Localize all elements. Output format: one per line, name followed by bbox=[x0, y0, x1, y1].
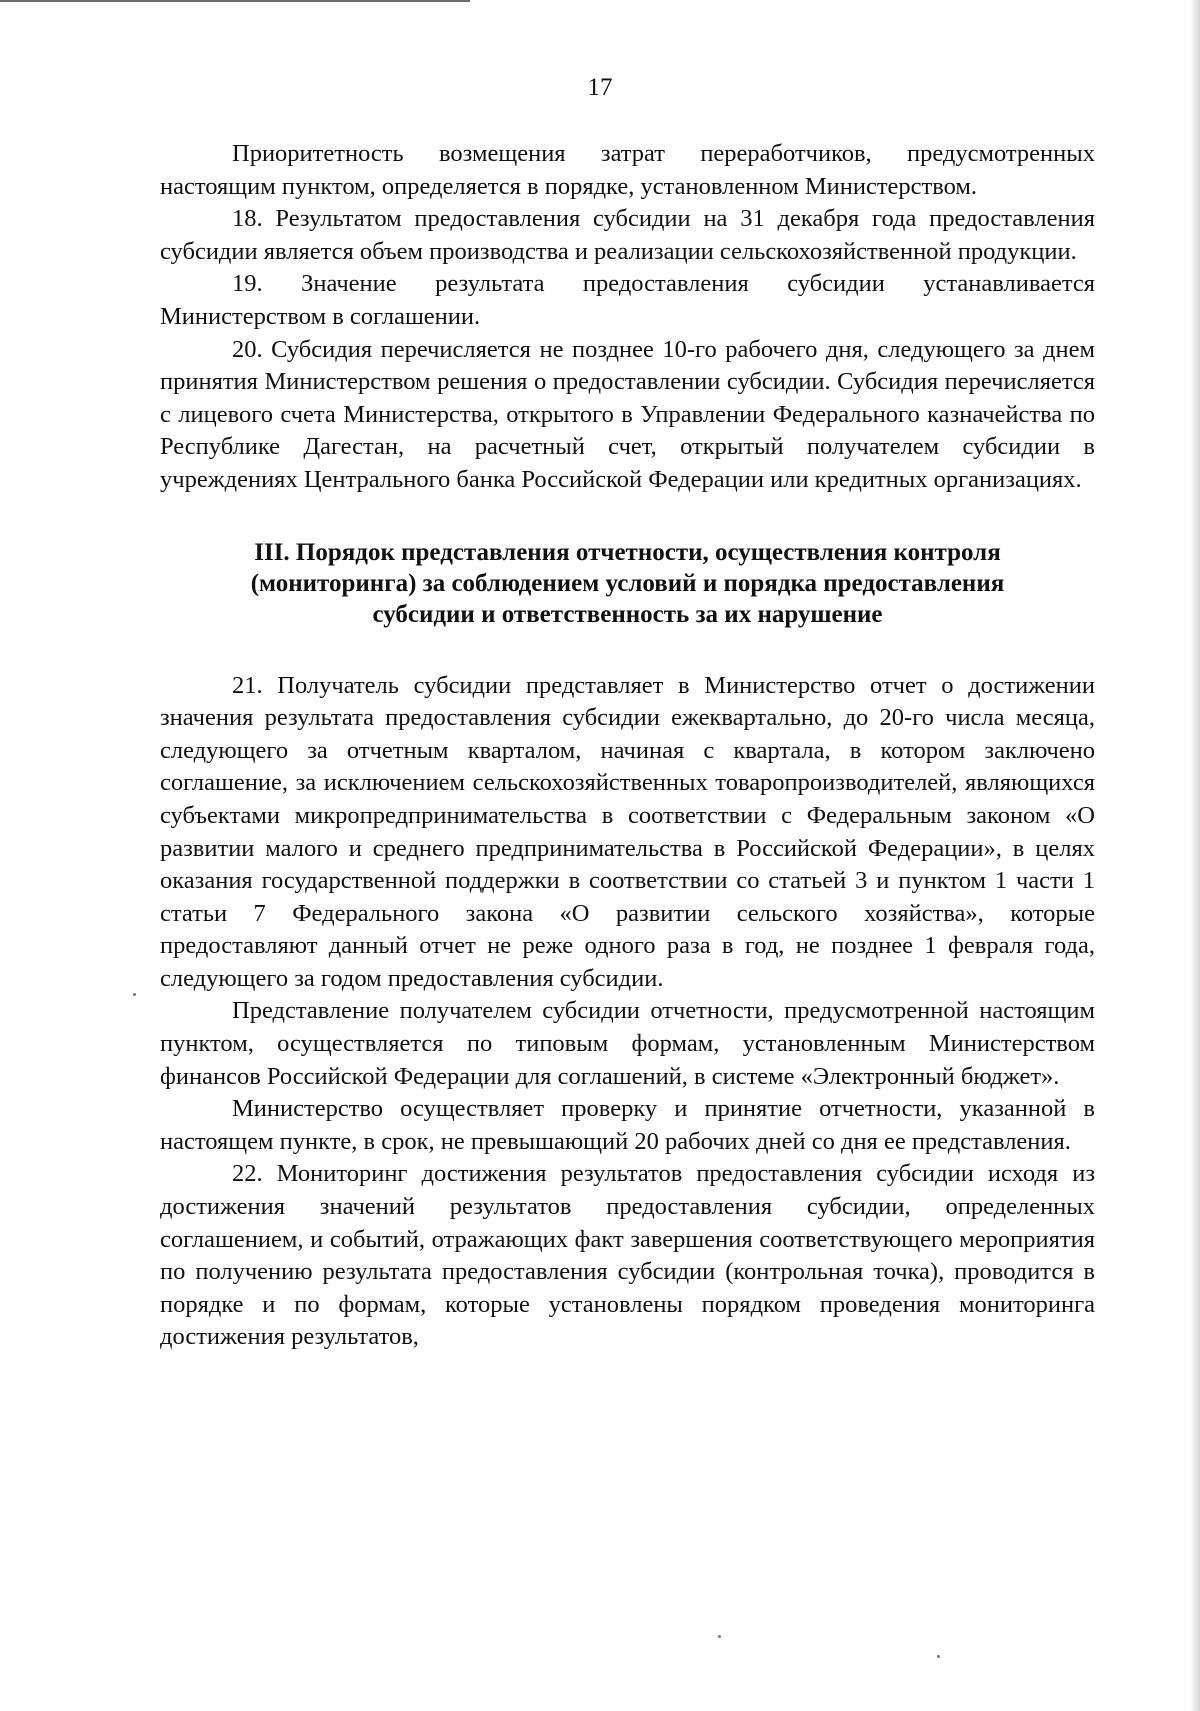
document-body bbox=[160, 138, 1095, 1354]
paragraph-20: 20. Субсидия перечисляется не позднее 10-го рабочего дня, следующего за днем принятия Министерством решения о предоставлении субсидии. Субсидия перечисляется с лицевого счета Министерства, открытого в Управлении Федерального казначейства по Республике Дагестан, на расчетный счет, открытый получателем субсидии в учреждениях Центрального банка Российской Федерации или кредитных организациях. bbox=[160, 335, 1095, 493]
paragraph-reporting-forms: Представление получателем субсидии отчетности, предусмотренной настоящим пунктом, осуществляется по типовым формам, установленным Министерством финансов Российской Федерации для соглашений, в системе «Электронный бюджет». bbox=[160, 997, 1095, 1090]
section-heading: III. Порядок представления отчетности, осуществления контроля (мониторинга) за соблюдением условий и порядка предоставления субсидии и ответственность за их нарушение bbox=[250, 538, 1005, 628]
scan-edge-right bbox=[1190, 0, 1200, 1711]
paragraph-21: 21. Получатель субсидии представляет в Министерство отчет о достижении значения результата предоставления субсидии ежеквартально, до 20-го числа месяца, следующего за отчетным кварталом, начиная с квартала, в котором заключено соглашение, за исключением сельскохозяйственных товаропроизводителей, являющихся субъектами микропредпринимательства в соответствии с Федеральным законом «О развитии малого и среднего предпринимательства в Российской Федерации», в целях оказания государственной поддержки в соответствии со статьей 3 и пунктом 1 части 1 статьи 7 Федерального закона «О развитии сельского хозяйства», которые предоставляют данный отчет не реже одного раза в год, не позднее 1 февраля года, следующего за годом предоставления субсидии. bbox=[160, 671, 1095, 992]
paragraph-priority: Приоритетность возмещения затрат переработчиков, предусмотренных настоящим пунктом, определяется в порядке, установленном Министерством. bbox=[160, 140, 1095, 200]
scan-speck bbox=[937, 1655, 940, 1658]
paragraph-22: 22. Мониторинг достижения результатов предоставления субсидии исходя из достижения значений результатов предоставления субсидии, определенных соглашением, и событий, отражающих факт завершения соответствующего мероприятия по получению результата предоставления субсидии (контрольная точка), проводится в порядке и по формам, которые установлены порядком проведения мониторинга достижения результатов, bbox=[160, 1160, 1095, 1351]
scan-speck bbox=[133, 993, 136, 996]
paragraph-19: 19. Значение результата предоставления субсидии устанавливается Министерством в соглашении. bbox=[160, 270, 1095, 330]
paragraph-18: 18. Результатом предоставления субсидии на 31 декабря года предоставления субсидии является объем производства и реализации сельскохозяйственной продукции. bbox=[160, 205, 1095, 265]
paragraph-verification: Министерство осуществляет проверку и принятие отчетности, указанной в настоящем пункте, в срок, не превышающий 20 рабочих дней со дня ее представления. bbox=[160, 1095, 1095, 1155]
scan-speck bbox=[718, 1635, 721, 1638]
page-number: 17 bbox=[587, 74, 613, 101]
scan-edge-top bbox=[0, 0, 470, 2]
